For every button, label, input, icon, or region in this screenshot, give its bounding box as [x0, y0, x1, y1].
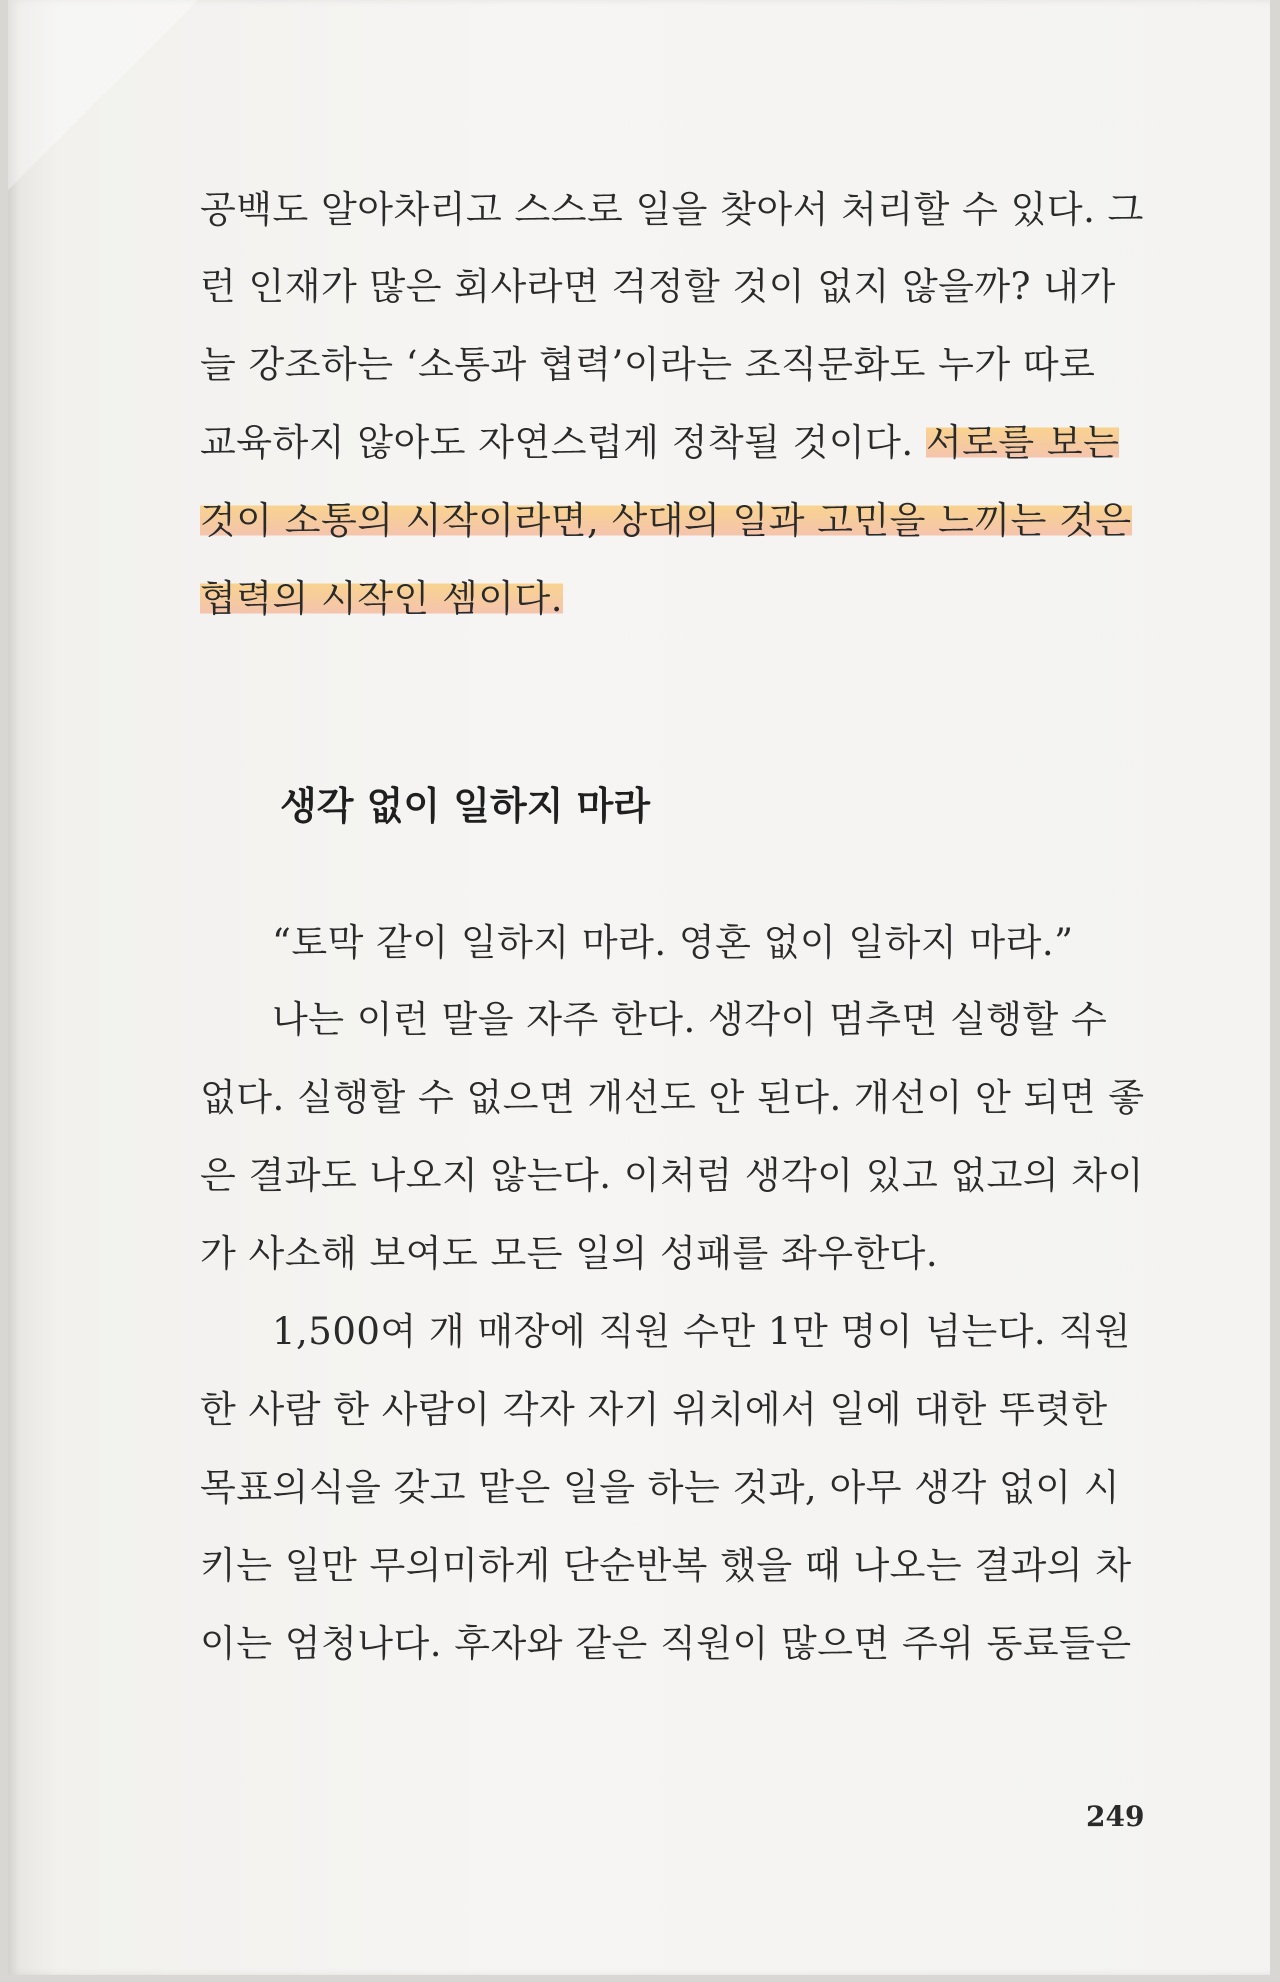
section-heading: 생각 없이 일하지 마라 — [280, 784, 651, 828]
text-line — [200, 262, 1116, 312]
text-line: 키는 일만 무의미하게 단순반복 했을 때 나오는 결과의 차 — [200, 1544, 1132, 1587]
text-line — [200, 185, 1144, 235]
text-segment: 공백도 알아차리고 스스로 일을 찾아서 처리할 수 있다. 그 — [200, 188, 1144, 231]
text-line: “토막 같이 일하지 마라. 영혼 없이 일하지 마라.” — [272, 921, 1074, 964]
book-page — [8, 0, 1270, 1975]
page-fold-corner — [8, 0, 198, 190]
text-line: 은 결과도 나오지 않는다. 이처럼 생각이 있고 없고의 차이 — [200, 1154, 1144, 1197]
text-line: 목표의식을 갖고 맡은 일을 하는 것과, 아무 생각 없이 시 — [200, 1466, 1120, 1509]
highlighted-text: 서로를 보는 — [925, 421, 1120, 464]
text-segment: 런 인재가 많은 회사라면 걱정할 것이 없지 않을까? 내가 — [200, 265, 1116, 308]
text-line: 나는 이런 말을 자주 한다. 생각이 멈추면 실행할 수 — [272, 998, 1108, 1041]
highlighted-text: 것이 소통의 시작이라면, 상대의 일과 고민을 느끼는 것은 — [200, 499, 1132, 542]
text-line — [200, 418, 1120, 468]
text-line: 가 사소해 보여도 모든 일의 성패를 좌우한다. — [200, 1232, 939, 1275]
page-number: 249 — [1086, 1800, 1145, 1833]
text-line: 이는 엄청나다. 후자와 같은 직원이 많으면 주위 동료들은 — [200, 1622, 1132, 1665]
text-line — [200, 496, 1132, 546]
highlighted-text: 협력의 시작인 셈이다. — [200, 577, 563, 620]
text-line — [200, 340, 1096, 390]
text-line: 1,500여 개 매장에 직원 수만 1만 명이 넘는다. 직원 — [272, 1310, 1131, 1353]
text-segment: 교육하지 않아도 자연스럽게 정착될 것이다. — [200, 421, 926, 464]
text-line — [200, 574, 1090, 624]
text-segment: 늘 강조하는 ‘소통과 협력’이라는 조직문화도 누가 따로 — [200, 343, 1096, 386]
text-line: 없다. 실행할 수 없으면 개선도 안 된다. 개선이 안 되면 좋 — [200, 1076, 1145, 1119]
text-line: 한 사람 한 사람이 각자 자기 위치에서 일에 대한 뚜렷한 — [200, 1388, 1108, 1431]
